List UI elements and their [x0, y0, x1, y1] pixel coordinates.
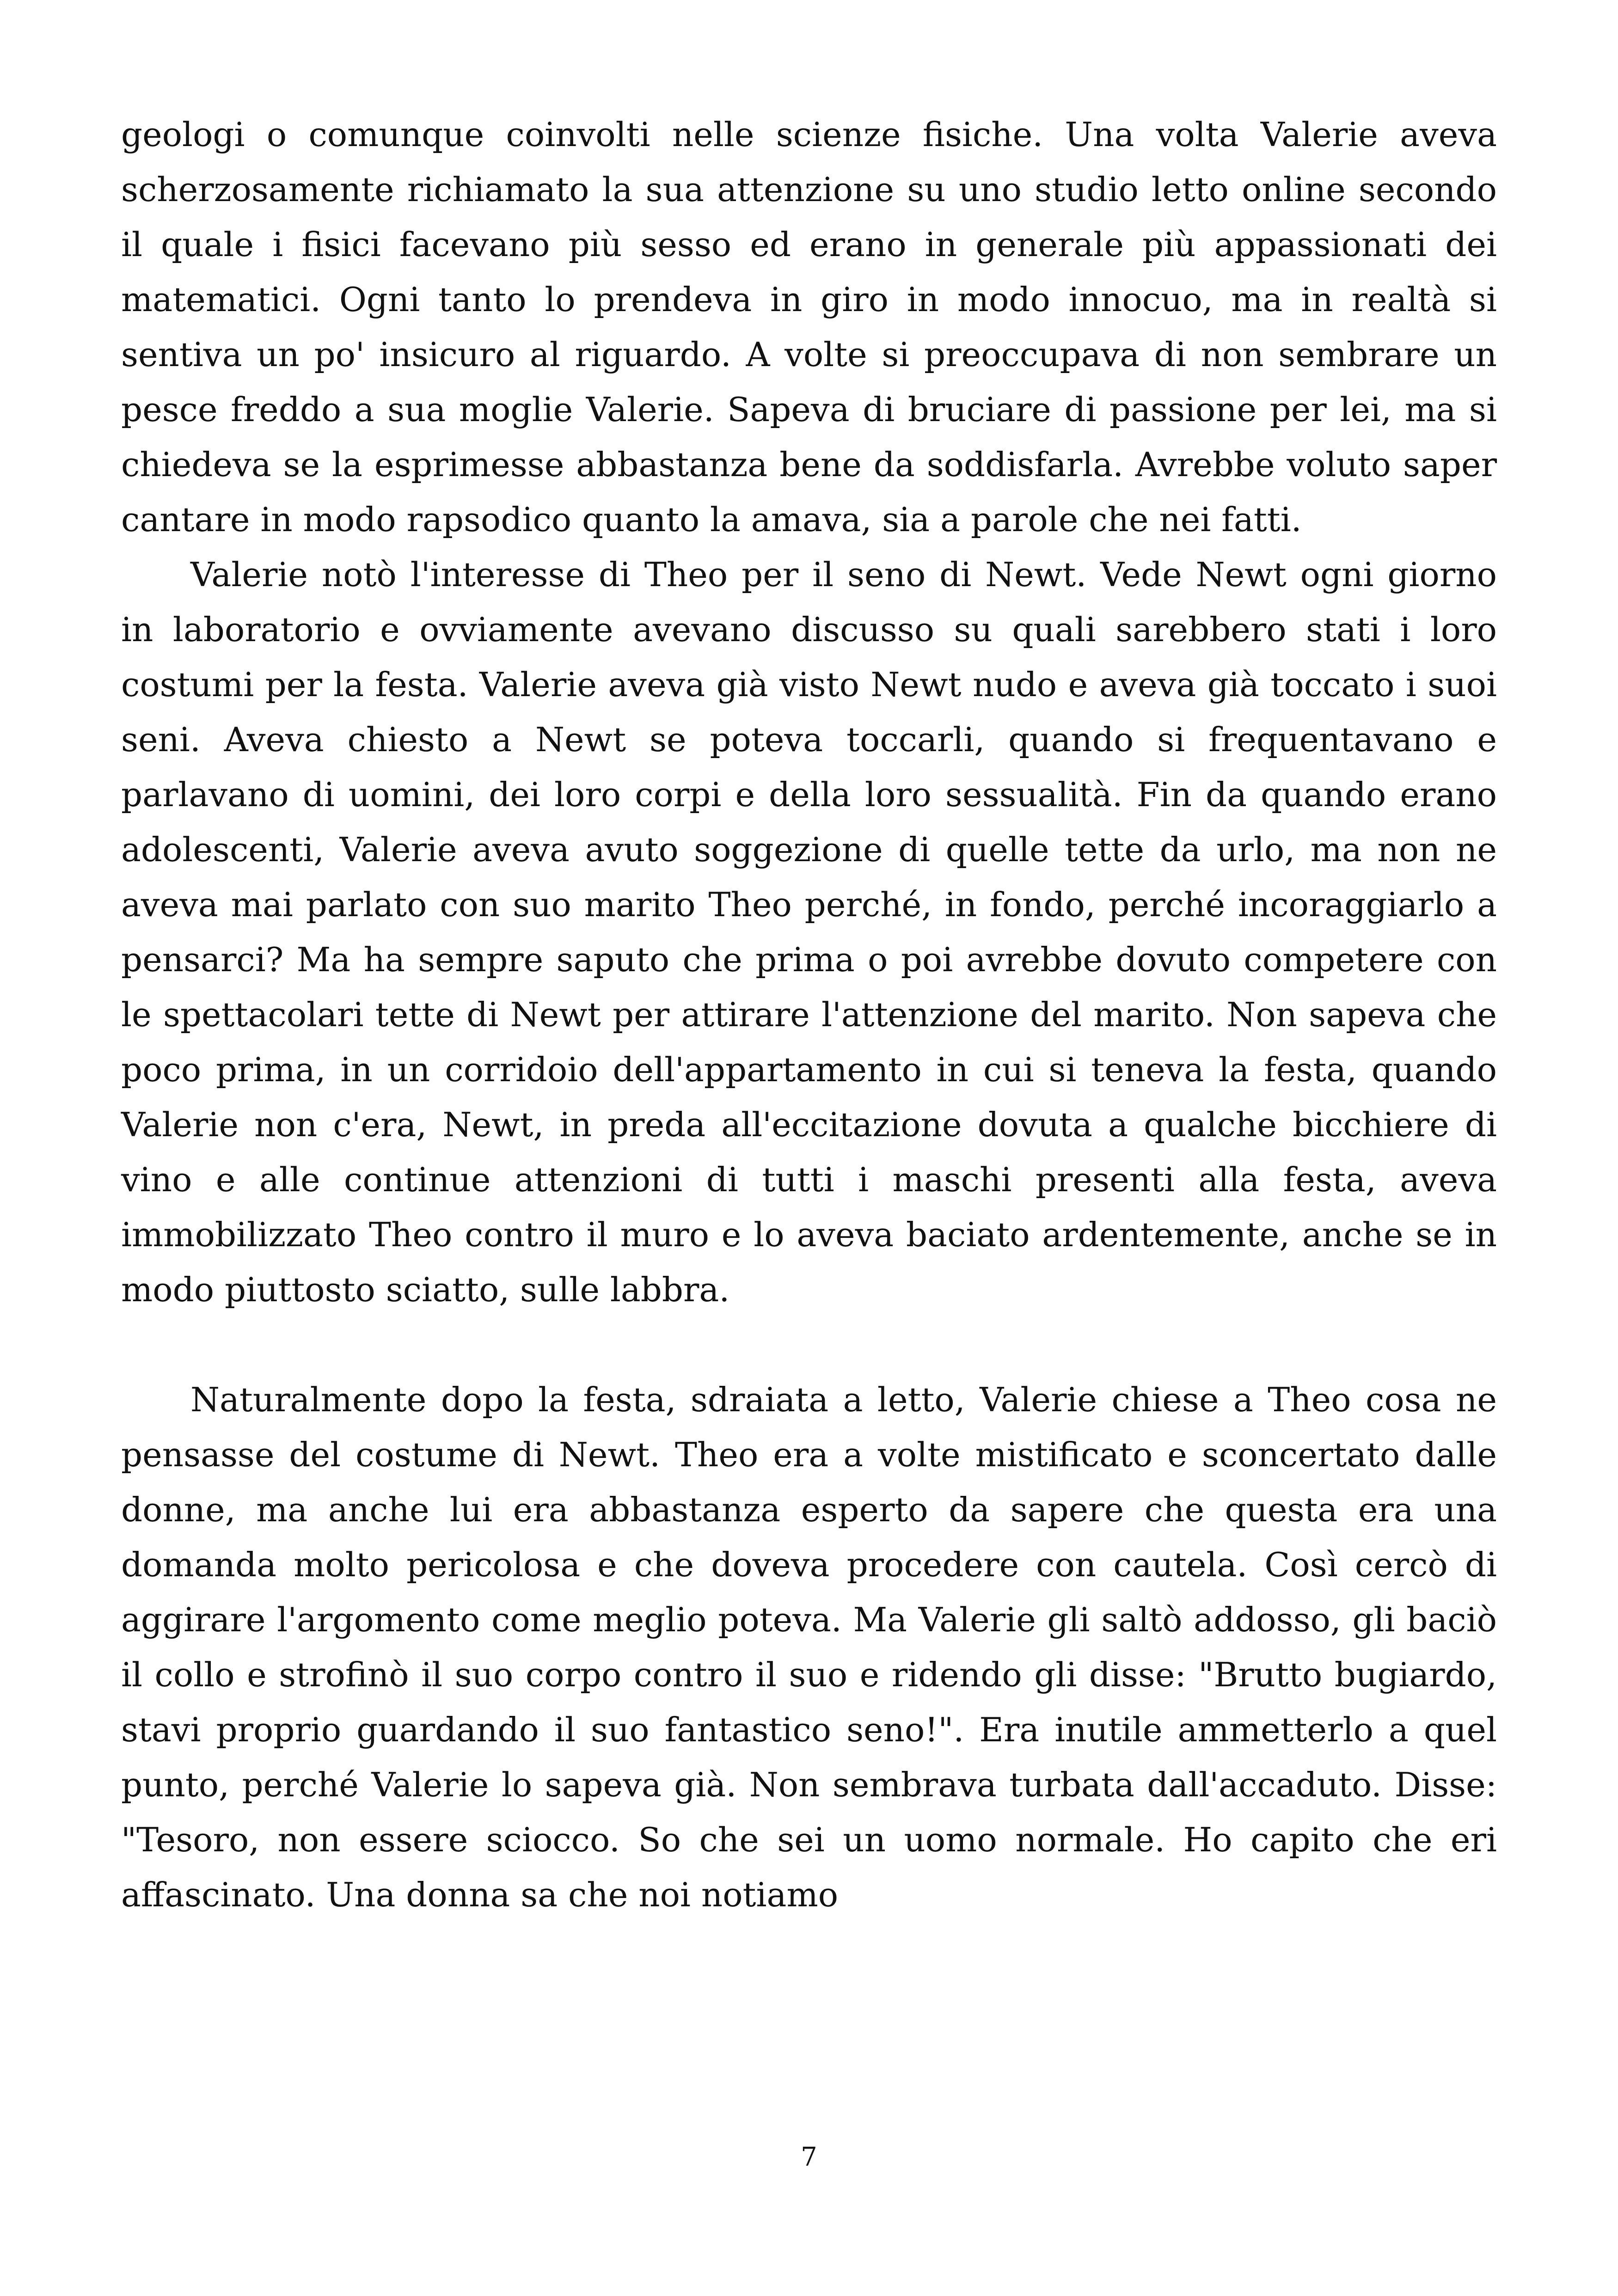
body-text — [121, 107, 1497, 1923]
paragraph-naturalmente: Naturalmente dopo la festa, sdraiata a letto, Valerie chiese a Theo cosa ne pensasse del costume di Newt. Theo era a volte mistificato e sconcertato dalle donne, ma anche lui era abbastanza esperto da sapere che questa era una domanda molto pericolosa e che doveva procedere con cautela. Così cercò di aggirare l'argomento come meglio poteva. Ma Valerie gli saltò addosso, gli baciò il collo e strofinò il suo corpo contro il suo e ridendo gli disse: "Brutto bugiardo, stavi proprio guardando il suo fantastico seno!". Era inutile ammetterlo a quel punto, perché Valerie lo sapeva già. Non sembrava turbata dall'accaduto. Disse: "Tesoro, non essere sciocco. So che sei un uomo normale. Ho capito che eri affascinato. Una donna sa che noi notiamo — [121, 1380, 1497, 1914]
paragraph-continued: geologi o comunque coinvolti nelle scienze fisiche. Una volta Valerie aveva scherzosamente richiamato la sua attenzione su uno studio letto online secondo il quale i fisici facevano più sesso ed erano in generale più appassionati dei matematici. Ogni tanto lo prendeva in giro in modo innocuo, ma in realtà si sentiva un po' insicuro al riguardo. A volte si preoccupava di non sembrare un pesce freddo a sua moglie Valerie. Sapeva di bruciare di passione per lei, ma si chiedeva se la esprimesse abbastanza bene da soddisfarla. Avrebbe voluto saper cantare in modo rapsodico quanto la amava, sia a parole che nei fatti. — [121, 115, 1497, 539]
paragraph-valerie-noto: Valerie notò l'interesse di Theo per il seno di Newt. Vede Newt ogni giorno in laboratorio e ovviamente avevano discusso su quali sarebbero stati i loro costumi per la festa. Valerie aveva già visto Newt nudo e aveva già toccato i suoi seni. Aveva chiesto a Newt se poteva toccarli, quando si frequentavano e parlavano di uomini, dei loro corpi e della loro sessualità. Fin da quando erano adolescenti, Valerie aveva avuto soggezione di quelle tette da urlo, ma non ne aveva mai parlato con suo marito Theo perché, in fondo, perché incoraggiarlo a pensarci? Ma ha sempre saputo che prima o poi avrebbe dovuto competere con le spettacolari tette di Newt per attirare l'attenzione del marito. Non sapeva che poco prima, in un corridoio dell'appartamento in cui si teneva la festa, quando Valerie non c'era, Newt, in preda all'eccitazione dovuta a qualche bicchiere di vino e alle continue attenzioni di tutti i maschi presenti alla festa, aveva immobilizzato Theo contro il muro e lo aveva baciato ardentemente, anche se in modo piuttosto sciatto, sulle labbra. — [121, 555, 1497, 1309]
page-number: 7 — [801, 2142, 817, 2172]
